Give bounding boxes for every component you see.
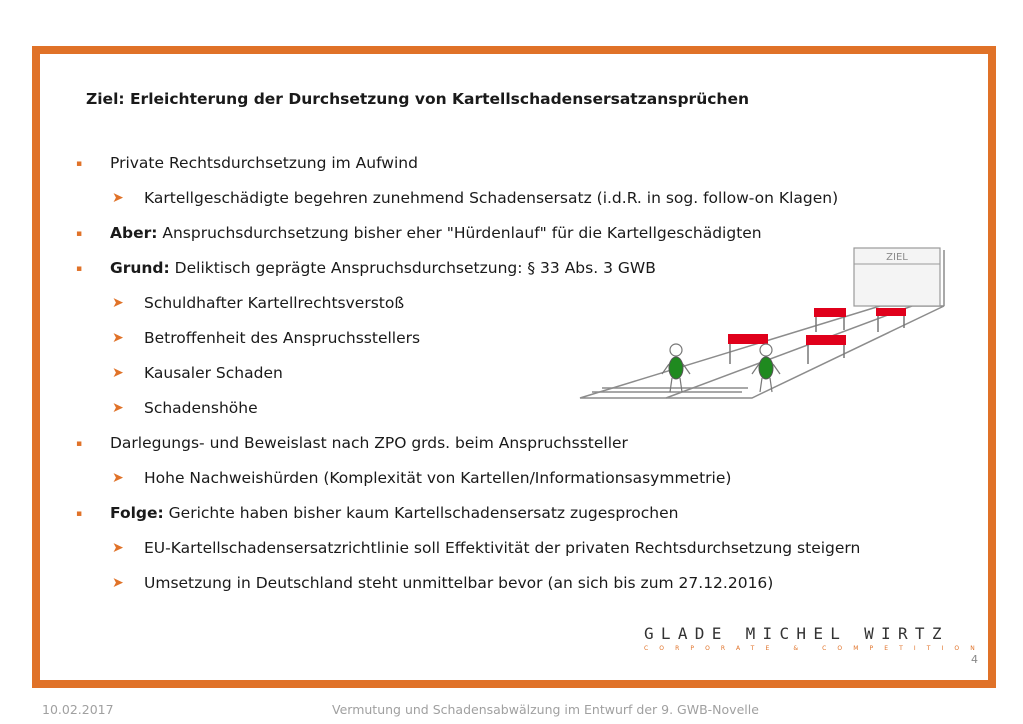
sub-bullet-item: ➤ Kausaler Schaden	[74, 360, 860, 395]
arrow-bullet-icon: ➤	[112, 190, 124, 206]
arrow-bullet-icon: ➤	[112, 575, 124, 591]
sub-bullet-item: ➤ Betroffenheit des Anspruchsstellers	[74, 325, 860, 360]
arrow-bullet-icon: ➤	[112, 400, 124, 416]
bullet-item: ▪ Darlegungs- und Beweislast nach ZPO grds. beim Anspruchssteller	[74, 430, 860, 465]
square-bullet-icon: ▪	[76, 264, 83, 274]
slide-title: Ziel: Erleichterung der Durchsetzung von Kartellschadensersatzansprüchen	[86, 90, 749, 108]
arrow-bullet-icon: ➤	[112, 540, 124, 556]
sub-bullet-item: ➤ Umsetzung in Deutschland steht unmittelbar bevor (an sich bis zum 27.12.2016)	[74, 570, 860, 605]
arrow-bullet-icon: ➤	[112, 295, 124, 311]
runner-icon	[662, 344, 690, 392]
logo-name: GLADE MICHEL WIRTZ	[644, 624, 949, 643]
sub-bullet-item: ➤ Hohe Nachweishürden (Komplexität von Kartellen/Informationsasymmetrie)	[74, 465, 860, 500]
arrow-bullet-icon: ➤	[112, 330, 124, 346]
square-bullet-icon: ▪	[76, 159, 83, 169]
page-number: 4	[971, 653, 978, 666]
square-bullet-icon: ▪	[76, 509, 83, 519]
footer-title: Vermutung und Schadensabwälzung im Entwurf der 9. GWB-Novelle	[332, 702, 759, 717]
square-bullet-icon: ▪	[76, 229, 83, 239]
square-bullet-icon: ▪	[76, 439, 83, 449]
bullet-item: ▪ Grund: Deliktisch geprägte Anspruchsdurchsetzung: § 33 Abs. 3 GWB	[74, 255, 860, 290]
logo-tagline: CORPORATE & COMPETITION	[644, 645, 986, 652]
arrow-bullet-icon: ➤	[112, 365, 124, 381]
arrow-bullet-icon: ➤	[112, 470, 124, 486]
bullet-item: ▪ Aber: Anspruchsdurchsetzung bisher eher "Hürdenlauf" für die Kartellgeschädigten	[74, 220, 860, 255]
sub-bullet-item: ➤ EU-Kartellschadensersatzrichtlinie soll Effektivität der privaten Rechtsdurchsetzung steigern	[74, 535, 860, 570]
footer-date: 10.02.2017	[42, 702, 114, 717]
bullet-item: ▪ Folge: Gerichte haben bisher kaum Kartellschadensersatz zugesprochen	[74, 500, 860, 535]
hurdle-race-illustration	[572, 240, 952, 410]
hurdle-icon	[806, 335, 846, 364]
slide-frame	[32, 46, 996, 688]
hurdle-icon	[876, 308, 906, 332]
hurdle-icon	[814, 308, 846, 332]
sub-bullet-item: ➤ Schuldhafter Kartellrechtsverstoß	[74, 290, 860, 325]
finish-label: ZIEL	[886, 252, 908, 263]
runner-icon	[752, 344, 780, 392]
sub-bullet-item: ➤ Kartellgeschädigte begehren zunehmend Schadensersatz (i.d.R. in sog. follow-on Klagen)	[74, 185, 860, 220]
bullet-item: ▪ Private Rechtsdurchsetzung im Aufwind	[74, 150, 860, 185]
company-logo	[644, 624, 986, 652]
sub-bullet-item: ➤ Schadenshöhe	[74, 395, 860, 430]
